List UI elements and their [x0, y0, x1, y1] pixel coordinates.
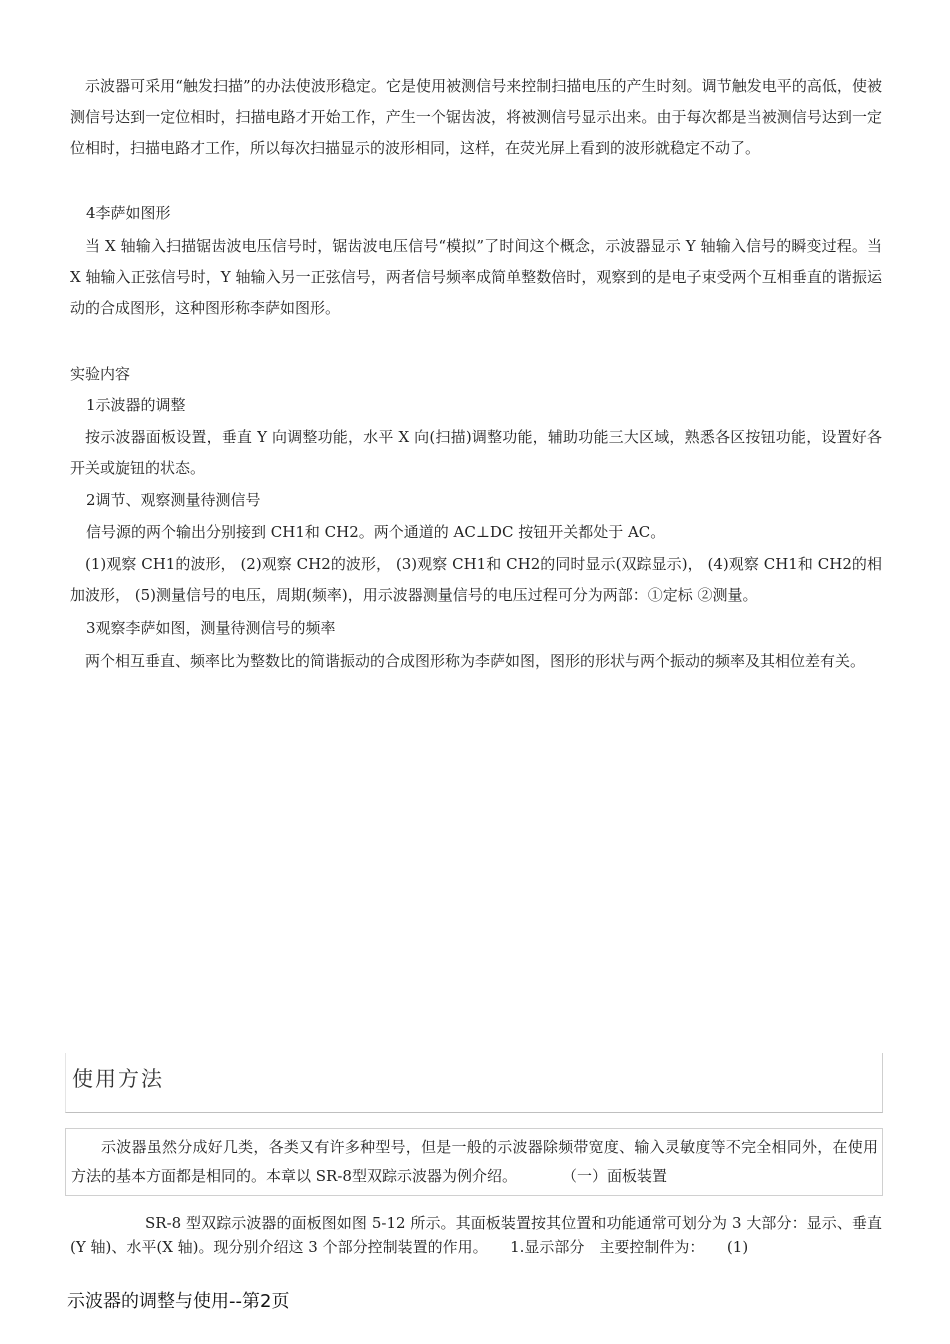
lissajous-paragraph: 当 X 轴输入扫描锯齿波电压信号时，锯齿波电压信号“模拟”了时间这个概念，示波器显示 Y 轴输入信号的瞬变过程。当 X 轴输入正弦信号时，Y 轴输入另一正弦信号，两者信号频率成简单整数倍时，观察到的是电子束受两个互相垂直的谐振运动的合成图形，这种图形称李萨如图形。 — [70, 237, 882, 317]
experiment-item1-heading: 1示波器的调整 — [86, 396, 186, 414]
experiment-title: 实验内容 — [70, 365, 131, 383]
experiment-item2-text2: (1)观察 CH1的波形， (2)观察 CH2的波形， (3)观察 CH1和 CH2的同时显示(双踪显示)， (4)观察 CH1和 CH2的相加波形， (5)测量信号的电压，周期(频率)，用示波器测量信号的电压过程可分为两部：①定标 ②测量。 — [70, 555, 882, 604]
lissajous-heading: 4李萨如图形 — [86, 204, 171, 222]
usage-title: 使用方法 — [72, 1067, 164, 1091]
trigger-scan-paragraph: 示波器可采用“触发扫描”的办法使波形稳定。它是使用被测信号来控制扫描电压的产生时刻。调节触发电平的高低，使被测信号达到一定位相时，扫描电路才开始工作，产生一个锯齿波，将被测信号显示出来。由于每次都是当被测信号达到一定位相时，扫描电路才工作，所以每次扫描显示的波形相同，这样，在荧光屏上看到的波形就稳定不动了。 — [70, 77, 882, 157]
experiment-item3-text: 两个相互垂直、频率比为整数比的简谐振动的合成图形称为李萨如图，图形的形状与两个振动的频率及其相位差有关。 — [85, 652, 866, 670]
experiment-item3-heading: 3观察李萨如图，测量待测信号的频率 — [86, 619, 336, 637]
usage-title-box — [65, 1053, 883, 1113]
experiment-item2-text1: 信号源的两个输出分别接到 CH1和 CH2。两个通道的 AC⊥DC 按钮开关都处于 AC。 — [86, 523, 666, 541]
page-footer: 示波器的调整与使用--第2页 — [67, 1291, 290, 1312]
usage-intro-text: 示波器虽然分成好几类，各类又有许多种型号，但是一般的示波器除频带宽度、输入灵敏度等不完全相同外，在使用方法的基本方面都是相同的。本章以 SR-8型双踪示波器为例介绍。 （一）面板装置 — [71, 1138, 878, 1185]
experiment-item2-heading: 2调节、观察测量待测信号 — [86, 491, 261, 509]
panel-description: SR-8 型双踪示波器的面板图如图 5-12 所示。其面板装置按其位置和功能通常可划分为 3 大部分：显示、垂直(Y 轴)、水平(X 轴)。现分别介绍这 3 个部分控制装置的作用。 1.显示部分 主要控制件为： (1) — [70, 1214, 882, 1256]
experiment-item1-text: 按示波器面板设置，垂直 Y 向调整功能，水平 X 向(扫描)调整功能，辅助功能三大区域，熟悉各区按钮功能，设置好各开关或旋钮的状态。 — [70, 428, 882, 477]
usage-intro-box — [65, 1128, 883, 1196]
